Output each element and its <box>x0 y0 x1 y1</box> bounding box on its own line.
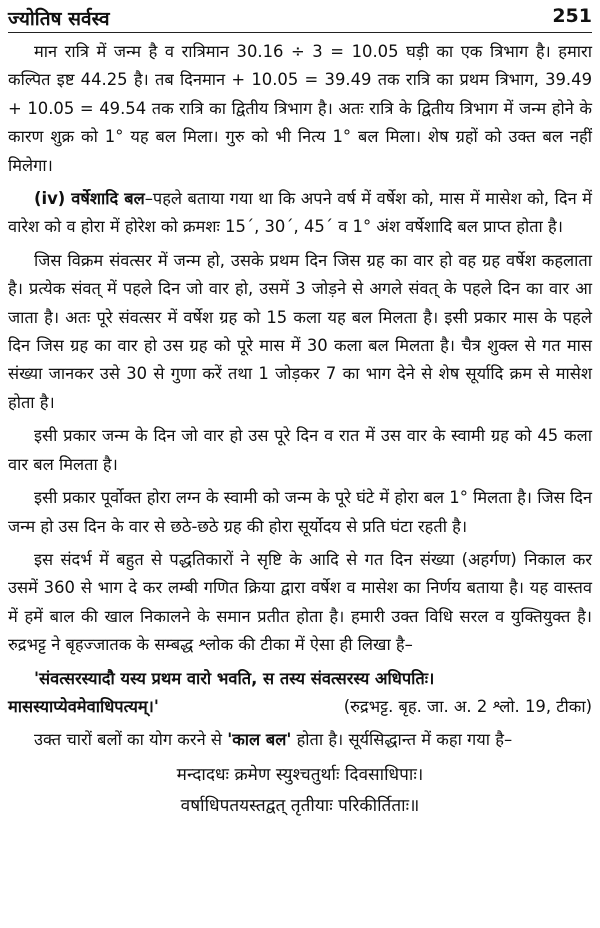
quote-line-2-row <box>8 693 592 721</box>
paragraph-2 <box>8 185 592 242</box>
page-number: 251 <box>552 5 592 27</box>
paragraph-7 <box>8 726 592 754</box>
paragraph-2-text: –पहले बताया गया था कि अपने वर्ष में वर्षेश को, मास में मासेश को, दिन में वारेश को व होरा में होरेश को क्रमशः 15´, 30´, 45´ व 1° अंश वर्षेशादि बल प्राप्त होता है। <box>8 189 592 237</box>
section-heading-iv: (iv) वर्षेशादि बल <box>34 189 145 209</box>
paragraph-7-a: उक्त चारों बलों का योग करने से <box>34 730 228 750</box>
verse-line-2: वर्षाधिपतयस्तद्वत् तृतीयाः परिकीर्तिताः॥ <box>180 795 420 816</box>
verse-line-1: मन्दादधः क्रमेण स्युश्चतुर्थाः दिवसाधिपाः। <box>176 764 424 785</box>
kaal-bal-term: 'काल बल' <box>227 730 292 750</box>
quote-line-1: 'संवत्सरस्यादौ यस्य प्रथम वारो भवति, स तस्य संवत्सरस्य अधिपतिः। <box>34 668 435 688</box>
paragraph-1: मान रात्रि में जन्म है व रात्रिमान 30.16 ÷ 3 = 10.05 घड़ी का एक त्रिभाग है। हमारा कल्पित इष्ट 44.25 है। तब दिनमान + 10.05 = 39.49 तक रात्रि का प्रथम त्रिभाग, 39.49 + 10.05 = 49.54 तक रात्रि का द्वितीय त्रिभाग है। अतः रात्रि के द्वितीय त्रिभाग में जन्म होने के कारण शुक्र को 1° यह बल मिला। गुरु को भी नित्य 1° बल मिला। शेष ग्रहों को उक्त बल नहीं मिलेगा। <box>8 42 592 175</box>
running-header <box>8 2 592 33</box>
quote-reference: (रुद्रभट्ट. बृह. जा. अ. 2 श्लो. 19, टीका) <box>343 696 592 716</box>
paragraph-6: इस संदर्भ में बहुत से पद्धतिकारों ने सृष्टि के आदि से गत दिन संख्या (अहर्गण) निकाल कर उसमें 360 से भाग दे कर लम्बी गणित क्रिया द्वारा वर्षेश व मासेश का निर्णय बताया है। यह वास्तव में हमें बाल की खाल निकालने के समान प्रतीत होता है। हमारी उक्त विधि सरल व युक्तियुक्त है। रुद्रभट्ट ने बृहज्जातक के सम्बद्ध श्लोक की टीका में ऐसा ही लिखा है– <box>8 549 592 655</box>
quote-line-2: मासस्याप्येवमेवाधिपत्यम्।' <box>8 696 159 716</box>
paragraph-7-c: होता है। सूर्यसिद्धान्त में कहा गया है– <box>291 730 513 750</box>
surya-siddhanta-verse <box>8 760 592 822</box>
sanskrit-quote <box>8 665 592 722</box>
paragraph-4: इसी प्रकार जन्म के दिन जो वार हो उस पूरे दिन व रात में उस वार के स्वामी ग्रह को 45 कला वार बल मिलता है। <box>8 426 592 474</box>
paragraph-5: इसी प्रकार पूर्वोक्त होरा लग्न के स्वामी को जन्म के पूरे घंटे में होरा बल 1° मिलता है। जिस दिन जन्म हो उस दिन के वार से छठे-छठे ग्रह की होरा सूर्योदय से प्रति घंटा रहती है। <box>8 488 592 536</box>
paragraph-3: जिस विक्रम संवत्सर में जन्म हो, उसके प्रथम दिन जिस ग्रह का वार हो वह ग्रह वर्षेश कहलाता है। प्रत्येक संवत् में पहले दिन जो वार हो, उसमें 3 जोड़ने से अगले संवत् के पहले दिन का वार आ जाता है। अतः पूरे संवत्सर में वर्षेश ग्रह को 15 कला यह बल मिलता है। इसी प्रकार मास के पहले दिन जिस ग्रह का वार हो उस ग्रह को पूरे मास में 30 कला बल मिलता है। चैत्र शुक्ल से गत मास संख्या जानकर उसे 30 से गुणा करें तथा 1 जोड़कर 7 का भाग देने से शेष सूर्यादि क्रम से मासेश होता है। <box>8 250 592 412</box>
body-text <box>8 38 592 822</box>
chapter-title: ज्योतिष सर्वस्व <box>8 8 110 30</box>
